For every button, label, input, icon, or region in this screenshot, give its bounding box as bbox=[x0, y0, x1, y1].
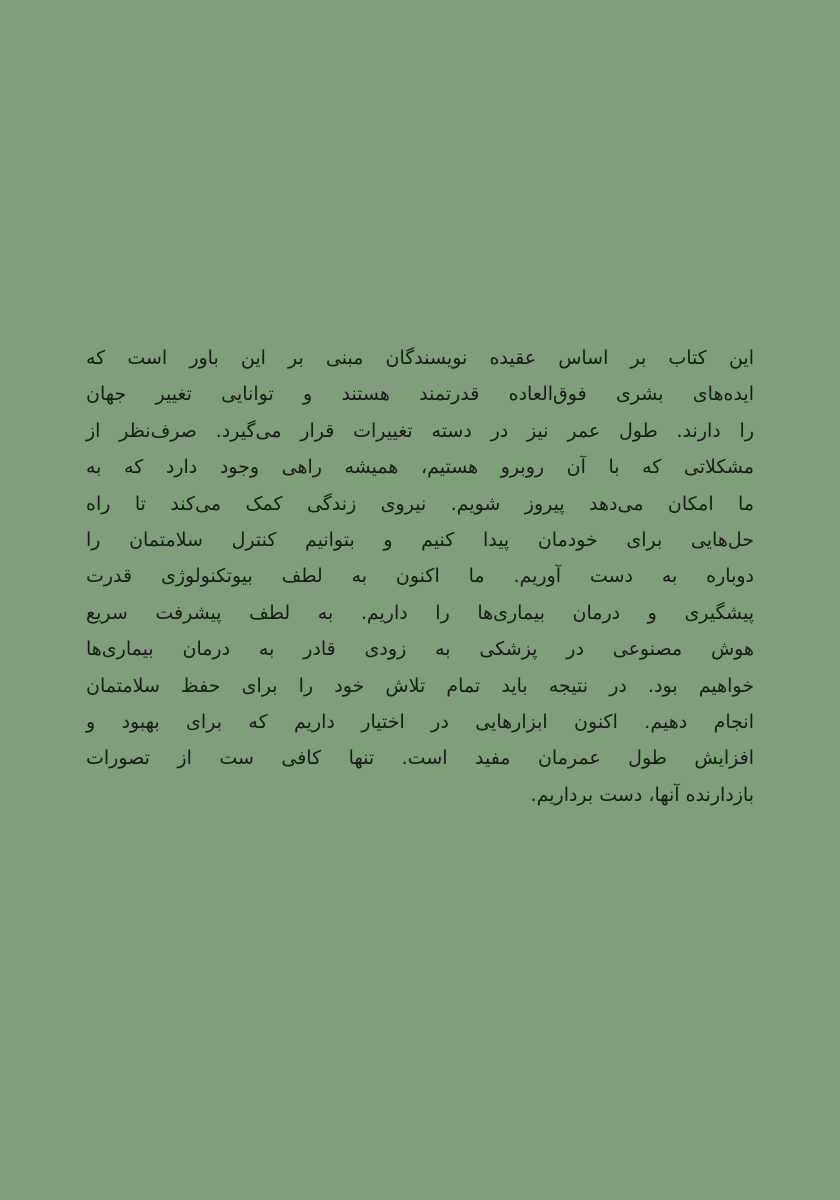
text-line-5: ما امکان می‌دهد پیروز شویم. نیروی زندگی کمک می‌کند تا راه bbox=[86, 492, 754, 515]
text-line-10: خواهیم بود. در نتیجه باید تمام تلاش خود را برای حفظ سلامتمان bbox=[86, 674, 754, 697]
text-line-12: افزایش طول عمرمان مفید است. تنها کافی ست از تصورات bbox=[86, 747, 754, 770]
text-line-1: این کتاب بر اساس عقیده نویسندگان مبنی بر این باور است که bbox=[86, 347, 754, 369]
text-line-8: پیشگیری و درمان بیماری‌ها را داریم. به لطف پیشرفت سریع bbox=[86, 601, 754, 624]
text-line-4: مشکلاتی که با آن روبرو هستیم، همیشه راهی وجود دارد که به bbox=[86, 456, 754, 479]
text-line-6: حل‌هایی برای خودمان پیدا کنیم و بتوانیم کنترل سلامتمان را bbox=[86, 528, 754, 551]
text-line-2: ایده‌های بشری فوق‌العاده قدرتمند هستند و توانایی تغییر جهان bbox=[86, 383, 754, 406]
text-line-7: دوباره به دست آوریم. ما اکنون به لطف بیوتکنولوژی قدرت bbox=[86, 565, 754, 588]
body-paragraph bbox=[86, 340, 754, 813]
text-line-11: انجام دهیم. اکنون ابزارهایی در اختیار داریم که برای بهبود و bbox=[86, 710, 754, 733]
text-line-3: را دارند. طول عمر نیز در دسته تغییرات قرار می‌گیرد. صرف‌نظر از bbox=[86, 419, 754, 442]
text-line-9: هوش مصنوعی در پزشکی به زودی قادر به درمان بیماری‌ها bbox=[86, 638, 754, 661]
text-line-13: بازدارنده آنها، دست برداریم. bbox=[530, 783, 754, 806]
